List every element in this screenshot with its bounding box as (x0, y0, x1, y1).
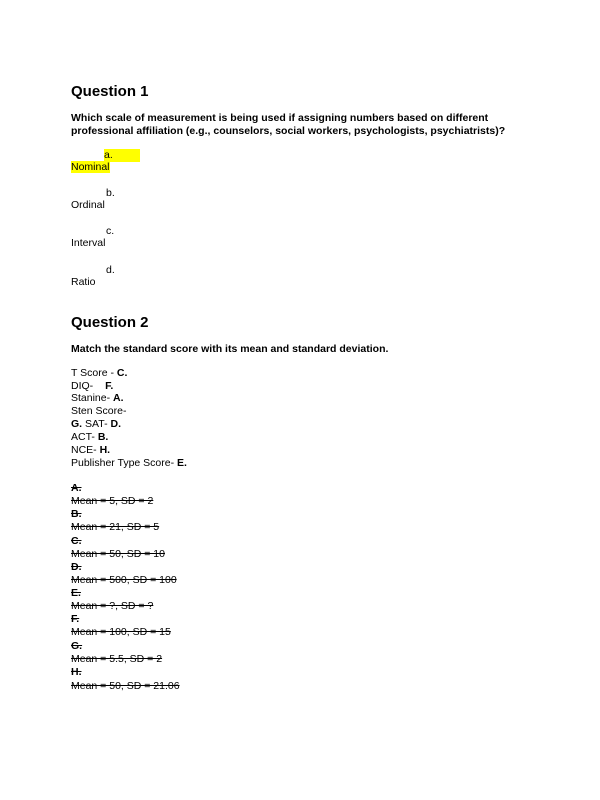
match-publisher (71, 457, 187, 469)
match-nce-label: NCE- (71, 444, 100, 456)
match-t-score-label: T Score - (71, 367, 117, 379)
choice-f-desc: Mean = 100, SD = 15 (71, 626, 171, 638)
question-2-text: Match the standard score with its mean and standard deviation. (71, 343, 389, 355)
match-sten-answer[interactable]: G. (71, 418, 83, 430)
question-1-text-line-1: Which scale of measurement is being used if assigning numbers based on different (71, 112, 489, 124)
match-sten (71, 405, 126, 417)
choice-f-letter: F. (71, 613, 80, 625)
choice-e-desc: Mean = ?, SD = ? (71, 600, 154, 612)
choice-c-desc: Mean = 50, SD = 10 (71, 548, 165, 560)
match-diq (71, 380, 113, 392)
match-diq-label: DIQ- (71, 380, 94, 392)
match-sten-label: Sten Score- (71, 405, 127, 417)
choice-g-desc: Mean = 5.5, SD = 2 (71, 653, 163, 665)
match-act-label: ACT- (71, 431, 98, 443)
match-publisher-answer[interactable]: E. (177, 457, 187, 469)
choice-c-letter: C. (71, 535, 82, 547)
question-1-text-line-2: professional affiliation (e.g., counselors, social workers, psychologists, psychiatrists)? (71, 125, 506, 137)
choice-a-letter: A. (71, 482, 82, 494)
option-c-letter[interactable]: c. (106, 225, 115, 237)
match-sat-label: SAT- (82, 418, 111, 430)
option-d-letter[interactable]: d. (106, 264, 115, 276)
match-stanine (71, 392, 124, 404)
choice-d-desc: Mean = 500, SD = 100 (71, 574, 177, 586)
question-1-title: Question 1 (71, 83, 149, 100)
option-b-letter[interactable]: b. (106, 187, 115, 199)
option-c-label[interactable]: Interval (71, 237, 106, 249)
choice-b-desc: Mean = 21, SD = 5 (71, 521, 160, 533)
choice-h-letter: H. (71, 666, 82, 678)
match-diq-answer[interactable]: F. (105, 380, 114, 392)
option-d-label[interactable]: Ratio (71, 276, 96, 288)
match-nce (71, 444, 110, 456)
choice-g-letter: G. (71, 640, 83, 652)
option-b-label[interactable]: Ordinal (71, 199, 105, 211)
match-t-score (71, 367, 127, 379)
question-2-title: Question 2 (71, 314, 149, 331)
match-nce-answer[interactable]: H. (99, 444, 111, 456)
option-a-label[interactable]: Nominal (71, 161, 110, 173)
match-act (71, 431, 108, 443)
choice-h-desc: Mean = 50, SD = 21.06 (71, 680, 180, 692)
match-stanine-label: Stanine- (71, 392, 114, 404)
choice-d-letter: D. (71, 561, 82, 573)
choice-e-letter: E. (71, 587, 81, 599)
choice-b-letter: B. (71, 508, 82, 520)
option-a-letter[interactable]: a. (104, 149, 140, 162)
match-t-score-answer[interactable]: C. (116, 367, 128, 379)
match-stanine-answer[interactable]: A. (113, 392, 124, 404)
choice-a-desc: Mean = 5, SD = 2 (71, 495, 154, 507)
match-sat (71, 418, 121, 430)
match-publisher-label: Publisher Type Score- (71, 457, 178, 469)
match-sat-answer[interactable]: D. (110, 418, 121, 430)
match-act-answer[interactable]: B. (97, 431, 109, 443)
